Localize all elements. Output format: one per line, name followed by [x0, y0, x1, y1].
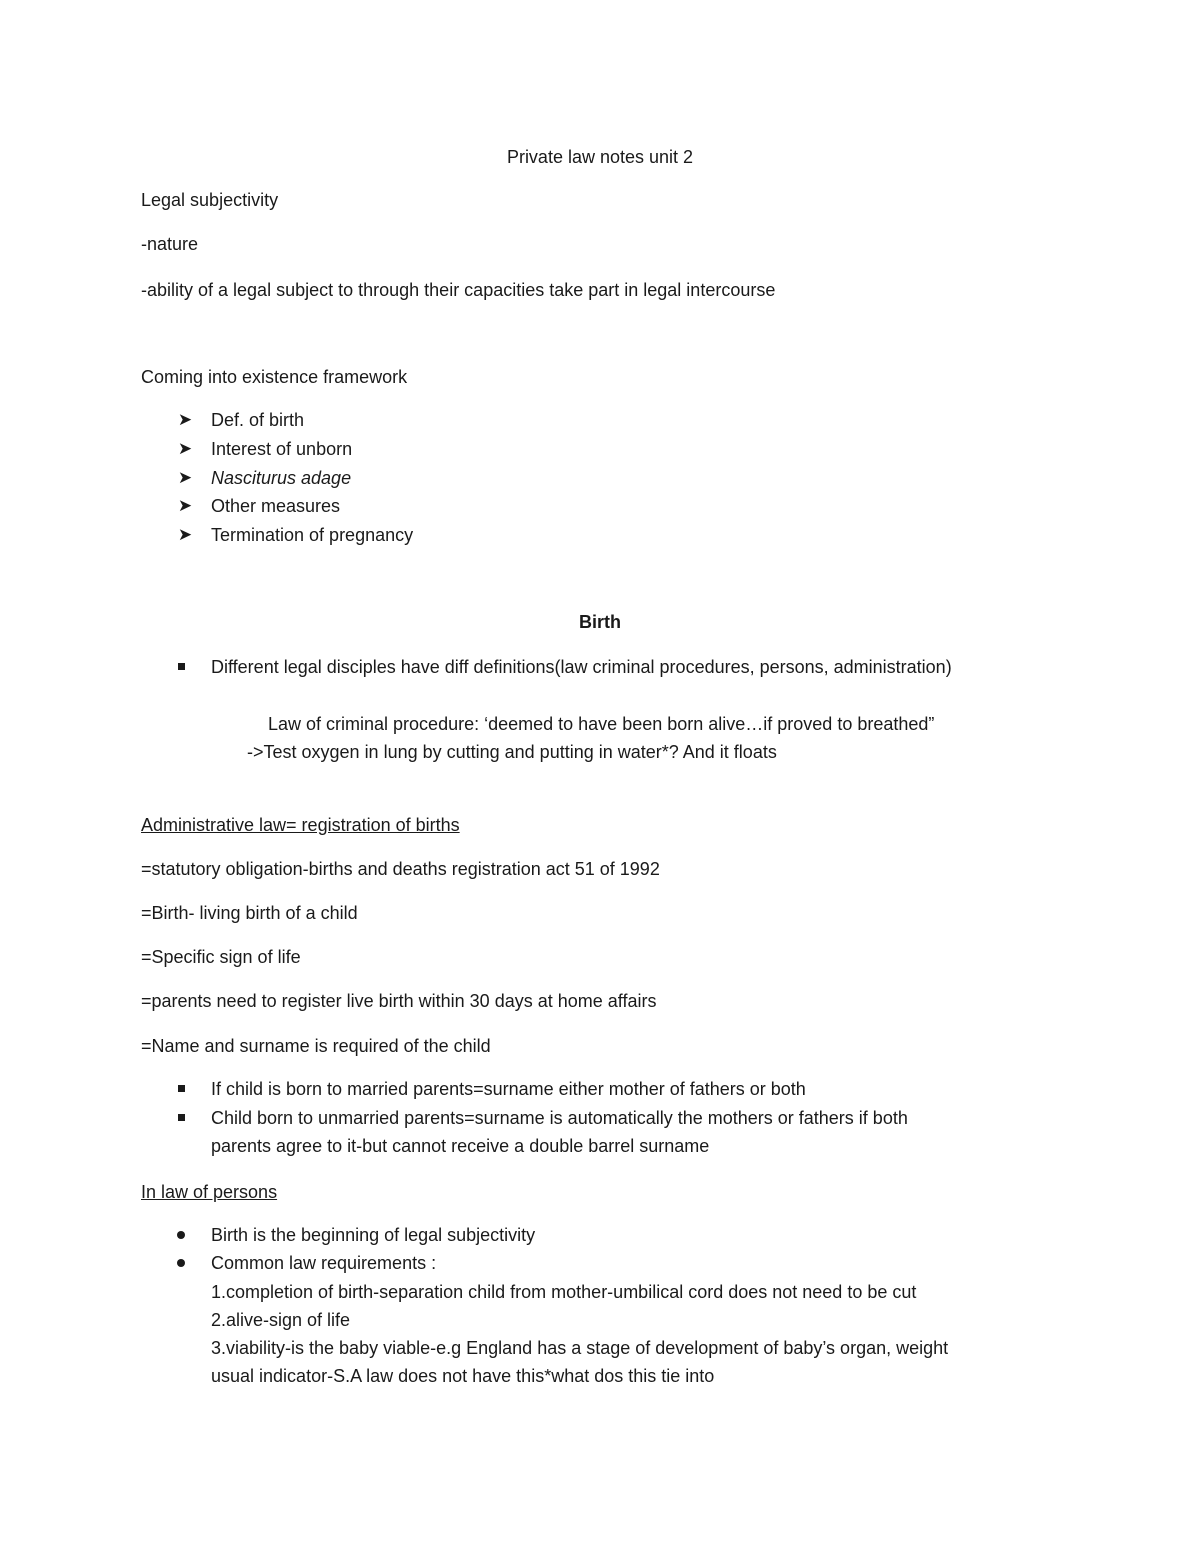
oxygen-test-line: ->Test oxygen in lung by cutting and putting in water*? And it floats: [247, 742, 777, 762]
nature-line: -nature: [141, 234, 199, 254]
admin-line: =Name and surname is required of the child: [141, 1036, 491, 1056]
requirement-line: 1.completion of birth-separation child from mother-umbilical cord does not need to be cut: [211, 1282, 917, 1302]
square-bullet-icon: [178, 1114, 185, 1121]
framework-item: Interest of unborn: [211, 439, 353, 459]
round-bullet-icon: [177, 1259, 185, 1267]
requirement-line: 2.alive-sign of life: [211, 1310, 351, 1330]
requirement-line: usual indicator-S.A law does not have this*what dos this tie into: [211, 1366, 715, 1386]
admin-line: =Birth- living birth of a child: [141, 903, 358, 923]
birth-heading: Birth: [579, 612, 621, 632]
criminal-procedure-quote: Law of criminal procedure: ‘deemed to have been born alive…if proved to breathed”: [268, 714, 935, 734]
ability-line: -ability of a legal subject to through their capacities take part in legal intercourse: [141, 280, 776, 300]
requirement-line: 3.viability-is the baby viable-e.g England has a stage of development of baby’s organ, weight: [211, 1338, 949, 1358]
arrow-bullet-icon: ➤: [177, 410, 193, 429]
framework-item: Nasciturus adage: [211, 468, 352, 488]
document-title: Private law notes unit 2: [506, 147, 694, 167]
arrow-bullet-icon: ➤: [177, 468, 193, 487]
surname-bullet: Child born to unmarried parents=surname is automatically the mothers or fathers if both: [211, 1108, 908, 1128]
arrow-bullet-icon: ➤: [177, 496, 193, 515]
framework-item: Other measures: [211, 496, 341, 516]
admin-line: =parents need to register live birth within 30 days at home affairs: [141, 991, 657, 1011]
birth-definitions-bullet: Different legal disciples have diff definitions(law criminal procedures, persons, administration): [211, 657, 952, 677]
arrow-bullet-icon: ➤: [177, 439, 193, 458]
legal-subjectivity-heading: Legal subjectivity: [141, 190, 279, 210]
persons-bullet: Common law requirements :: [211, 1253, 437, 1273]
framework-item: Def. of birth: [211, 410, 305, 430]
surname-bullet-continuation: parents agree to it-but cannot receive a double barrel surname: [211, 1136, 710, 1156]
square-bullet-icon: [178, 1085, 185, 1092]
framework-item: Termination of pregnancy: [211, 525, 414, 545]
admin-line: =statutory obligation-births and deaths registration act 51 of 1992: [141, 859, 660, 879]
round-bullet-icon: [177, 1231, 185, 1239]
administrative-law-heading: Administrative law= registration of births: [141, 815, 460, 835]
persons-bullet: Birth is the beginning of legal subjectivity: [211, 1225, 536, 1245]
surname-bullet: If child is born to married parents=surname either mother of fathers or both: [211, 1079, 806, 1099]
arrow-bullet-icon: ➤: [177, 525, 193, 544]
admin-line: =Specific sign of life: [141, 947, 301, 967]
law-of-persons-heading: In law of persons: [141, 1182, 278, 1202]
framework-heading: Coming into existence framework: [141, 367, 408, 387]
square-bullet-icon: [178, 663, 185, 670]
